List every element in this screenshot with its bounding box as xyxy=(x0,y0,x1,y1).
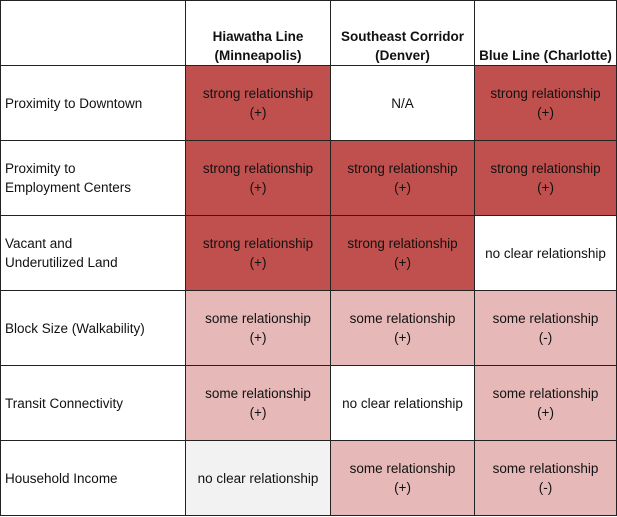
row-label-line: Block Size (Walkability) xyxy=(5,320,145,336)
table-cell xyxy=(475,366,617,441)
row-label-employment-centers xyxy=(1,141,186,216)
cell-sign: (+) xyxy=(394,480,411,495)
table-cell xyxy=(475,141,617,216)
cell-sign: (+) xyxy=(249,405,267,420)
row-label-block-size xyxy=(1,291,186,366)
cell-relationship: no clear relationship xyxy=(197,470,319,486)
cell-relationship: no clear relationship xyxy=(485,245,606,261)
column-header-line: Southeast Corridor xyxy=(340,29,464,44)
cell-sign: (+) xyxy=(249,255,267,270)
cell-relationship: strong relationship xyxy=(490,161,601,176)
cell-relationship: some relationship xyxy=(492,461,599,476)
cell-relationship: some relationship xyxy=(205,386,311,401)
cell-relationship: strong relationship xyxy=(347,161,458,176)
cell-relationship: some relationship xyxy=(492,386,599,401)
cell-relationship: some relationship xyxy=(205,311,311,326)
cell-relationship: some relationship xyxy=(349,311,456,326)
row-label-line: Proximity to xyxy=(5,161,76,176)
column-header-southeast xyxy=(331,1,475,66)
row-label-line: Proximity to Downtown xyxy=(5,95,143,111)
table-row xyxy=(1,366,617,441)
row-label-proximity-downtown xyxy=(1,66,186,141)
cell-sign: (-) xyxy=(538,480,553,495)
table-cell xyxy=(475,216,617,291)
cell-relationship: some relationship xyxy=(492,311,599,326)
cell-sign: (+) xyxy=(537,405,554,420)
row-label-line: Employment Centers xyxy=(5,180,132,195)
table-cell xyxy=(331,291,475,366)
table-cell xyxy=(186,441,331,516)
row-label-household-income xyxy=(1,441,186,516)
cell-sign: (+) xyxy=(249,330,267,345)
column-header-line: Hiawatha Line xyxy=(212,29,304,44)
table-cell xyxy=(186,366,331,441)
column-header-hiawatha xyxy=(186,1,331,66)
table-cell xyxy=(186,291,331,366)
cell-sign: (+) xyxy=(394,255,411,270)
table-cell xyxy=(331,441,475,516)
cell-relationship: some relationship xyxy=(349,461,456,476)
table-cell xyxy=(331,366,475,441)
table-row xyxy=(1,291,617,366)
table-row xyxy=(1,141,617,216)
table-cell xyxy=(331,66,475,141)
table-cell xyxy=(475,291,617,366)
column-header-blue-line xyxy=(475,1,617,66)
table-row xyxy=(1,441,617,516)
cell-relationship: strong relationship xyxy=(202,86,314,101)
cell-sign: (+) xyxy=(537,105,554,120)
cell-sign: (+) xyxy=(394,330,411,345)
cell-relationship: strong relationship xyxy=(202,161,314,176)
column-header-city: (Denver) xyxy=(375,48,430,63)
cell-sign: (+) xyxy=(249,105,267,120)
row-label-line: Transit Connectivity xyxy=(5,395,124,411)
cell-sign: (+) xyxy=(394,180,411,195)
cell-sign: (+) xyxy=(249,180,267,195)
table-cell xyxy=(186,141,331,216)
cell-relationship: strong relationship xyxy=(347,236,458,251)
row-label-line: Household Income xyxy=(5,470,118,486)
corner-cell xyxy=(1,1,186,66)
table-cell xyxy=(475,66,617,141)
cell-sign: (+) xyxy=(537,180,554,195)
table-row xyxy=(1,66,617,141)
row-label-line: Vacant and xyxy=(5,236,73,251)
row-label-transit-connectivity xyxy=(1,366,186,441)
table-cell xyxy=(475,441,617,516)
column-header-line: Blue Line (Charlotte) xyxy=(479,48,612,63)
cell-relationship: strong relationship xyxy=(490,86,601,101)
header-row xyxy=(1,1,617,66)
table-cell xyxy=(331,141,475,216)
cell-relationship: N/A xyxy=(391,95,414,111)
table-cell xyxy=(331,216,475,291)
column-header-city: (Minneapolis) xyxy=(214,48,302,63)
cell-sign: (-) xyxy=(538,330,553,345)
row-label-vacant-land xyxy=(1,216,186,291)
table-cell xyxy=(186,66,331,141)
row-label-line: Underutilized Land xyxy=(5,255,118,270)
cell-relationship: no clear relationship xyxy=(342,395,463,411)
table-row xyxy=(1,216,617,291)
table-cell xyxy=(186,216,331,291)
cell-relationship: strong relationship xyxy=(202,236,314,251)
